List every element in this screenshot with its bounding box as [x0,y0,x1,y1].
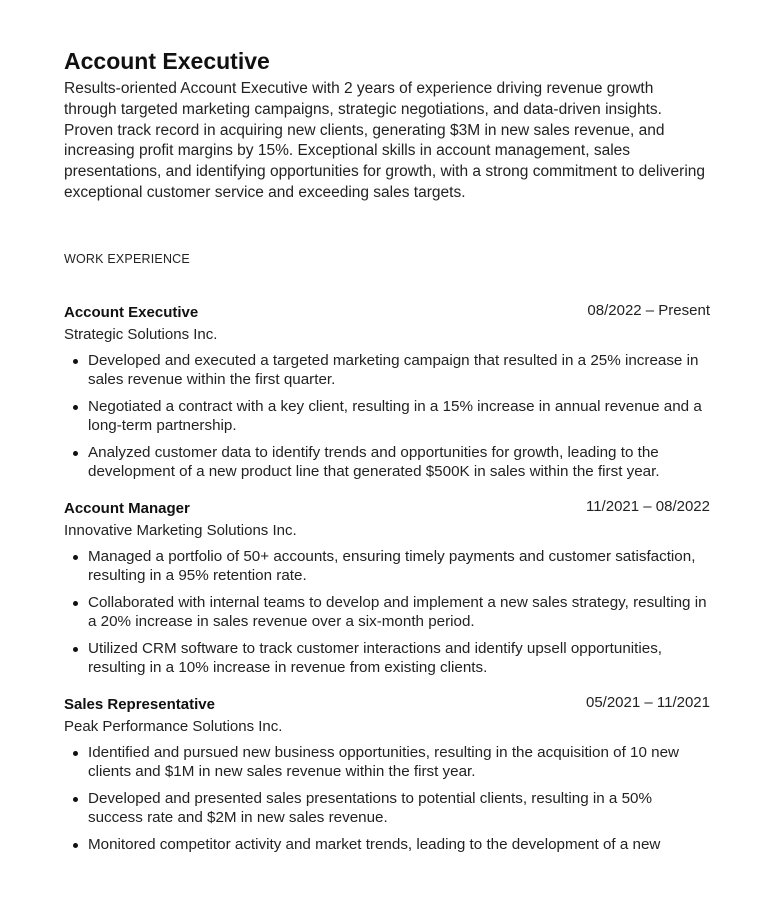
achievement-item: Developed and executed a targeted marketing campaign that resulted in a 25% increase in sales revenue within the first quarter. [88,351,710,390]
achievement-item: Analyzed customer data to identify trends and opportunities for growth, leading to the development of a new product line that generated $500K in sales within the first year. [88,443,710,482]
achievement-item: Utilized CRM software to track customer interactions and identify upsell opportunities, resulting in a 10% increase in revenue from existing clients. [88,639,710,678]
resume-title: Account Executive [64,48,270,74]
job-header [64,302,710,324]
job-dates: 11/2021 – 08/2022 [585,497,710,515]
job-title: Account Manager [64,499,190,517]
achievement-item: Collaborated with internal teams to develop and implement a new sales strategy, resulting in a 20% increase in sales revenue over a six-month period. [88,593,710,632]
achievement-list [64,743,710,855]
job-entry [64,694,710,855]
job-entry [64,302,710,482]
job-header [64,498,710,520]
resume-page [64,46,710,861]
achievement-item: Managed a portfolio of 50+ accounts, ensuring timely payments and customer satisfaction, resulting in a 95% retention rate. [88,547,710,586]
company-name: Strategic Solutions Inc. [64,325,218,343]
achievement-list [64,351,710,482]
achievement-list [64,547,710,678]
job-dates: 08/2022 – Present [587,301,710,319]
job-title: Sales Representative [64,695,215,713]
achievement-item: Monitored competitor activity and market trends, leading to the development of a new [88,835,710,855]
work-experience-heading: WORK EXPERIENCE [64,251,190,266]
job-entry [64,498,710,678]
achievement-item: Identified and pursued new business opportunities, resulting in the acquisition of 10 new clients and $1M in new sales revenue within the first year. [88,743,710,782]
company-name: Innovative Marketing Solutions Inc. [64,521,297,539]
job-dates: 05/2021 – 11/2021 [585,693,710,711]
job-title: Account Executive [64,303,199,321]
achievement-item: Negotiated a contract with a key client, resulting in a 15% increase in annual revenue and a long-term partnership. [88,397,710,436]
achievement-item: Developed and presented sales presentations to potential clients, resulting in a 50% success rate and $2M in new sales revenue. [88,789,710,828]
company-name: Peak Performance Solutions Inc. [64,717,283,735]
job-header [64,694,710,716]
professional-summary: Results-oriented Account Executive with 2 years of experience driving revenue growth through targeted marketing campaigns, strategic negotiations, and data-driven insights. Proven track record in acquiring new clients, generating $3M in new sales revenue, and increasing profit margins by 15%. Exceptional skills in account management, sales presentations, and identifying opportunities for growth, with a strong commitment to delivering exceptional customer service and exceeding sales targets. [64,80,706,201]
